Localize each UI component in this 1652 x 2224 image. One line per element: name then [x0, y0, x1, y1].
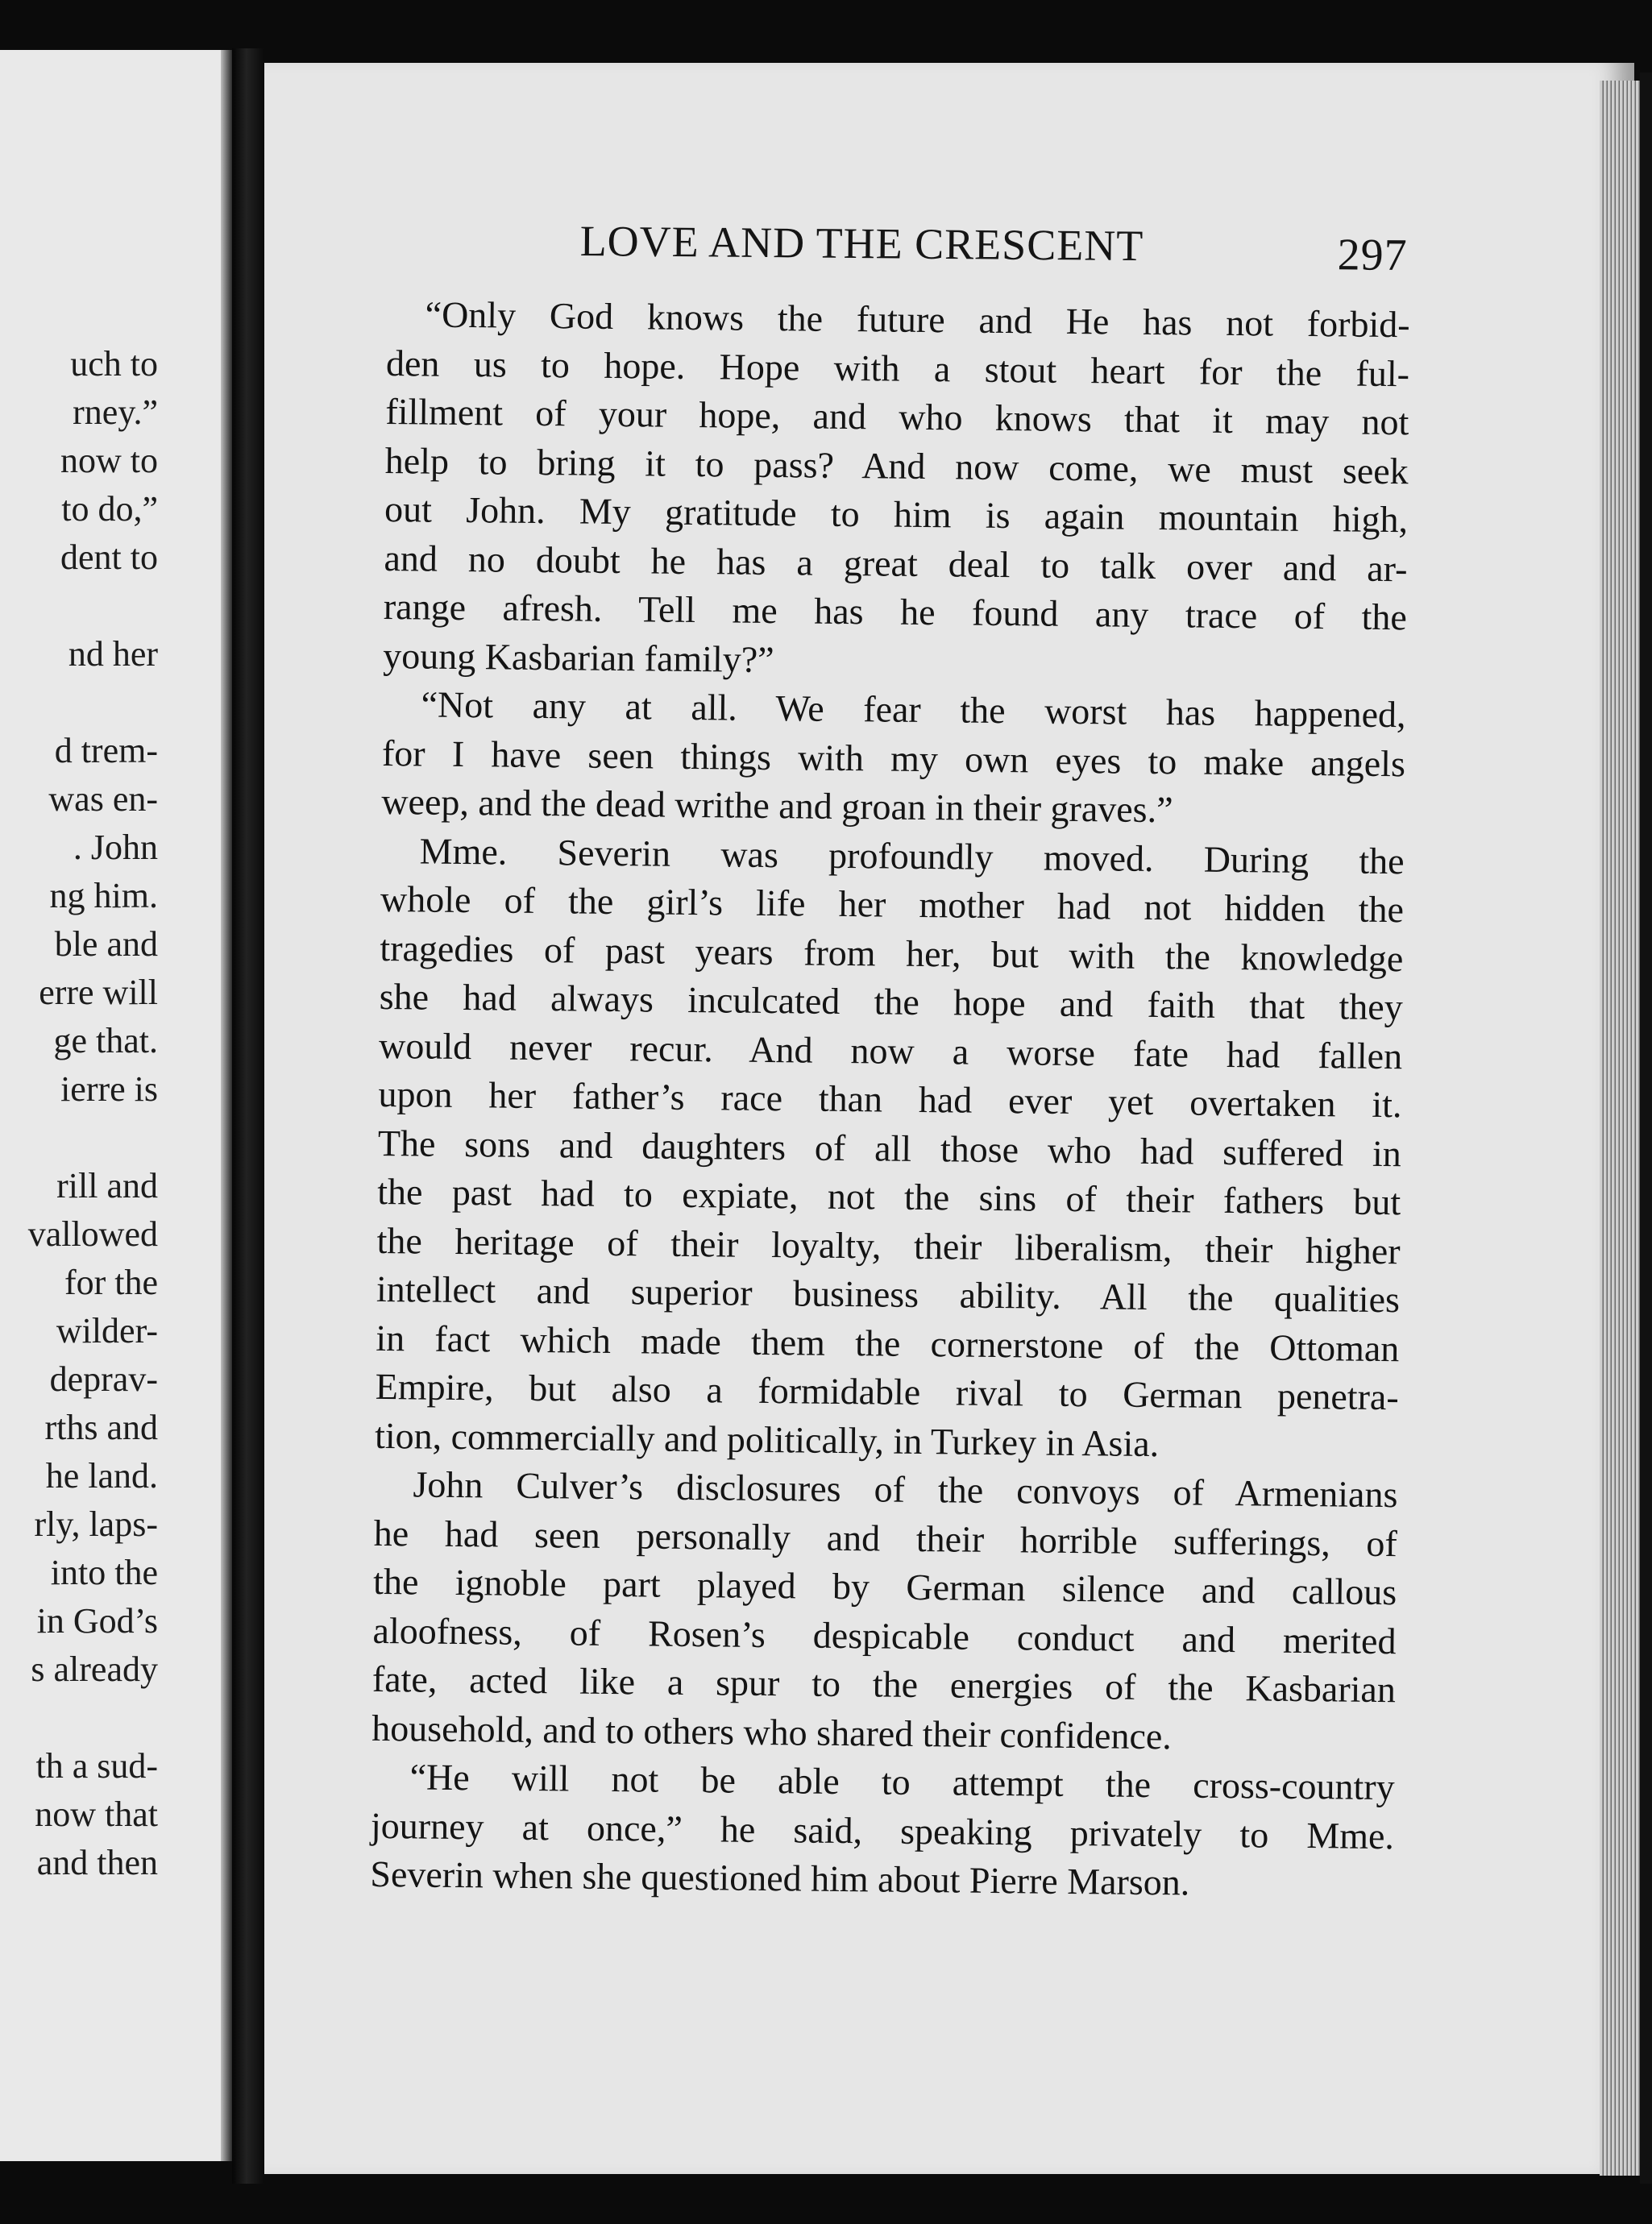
left-page-line: ng him. — [49, 876, 158, 915]
text-line: den us to hope. Hope with a stout heart for the ful- — [385, 342, 1410, 394]
text-line: whole of the girl’s life her mother had not hidden the — [380, 878, 1405, 931]
text-line: aloofness, of Rosen’s despicable conduct and merited — [372, 1609, 1397, 1662]
text-line: and no doubt he has a great deal to talk over and ar- — [384, 537, 1408, 589]
left-page-line: vallowed — [27, 1214, 158, 1254]
left-page-line: deprav- — [49, 1359, 158, 1399]
book-gutter — [232, 48, 264, 2184]
text-line: journey at once,” he said, speaking privately to Mme. — [370, 1804, 1395, 1857]
text-line: help to bring it to pass? And now come, we must seek — [384, 439, 1409, 492]
text-line: she had always inculcated the hope and faith that they — [379, 975, 1404, 1028]
text-line: fate, acted like a spur to the energies of the Kasbarian — [371, 1658, 1397, 1711]
left-page-line: now that — [35, 1795, 158, 1834]
page-body-text — [370, 290, 1410, 1910]
text-line: range afresh. Tell me has he found any trace of the — [383, 585, 1408, 638]
text-line: upon her father’s race than had ever yet overtaken it. — [378, 1073, 1402, 1126]
left-page-line: in God’s — [36, 1601, 158, 1641]
text-line: The sons and daughters of all those who had suffered in — [377, 1122, 1402, 1174]
left-page-line: into the — [50, 1553, 158, 1592]
paragraph — [375, 826, 1405, 1471]
text-line: in fact which made them the cornerstone of the Ottoman — [376, 1317, 1400, 1369]
left-page-line: nd her — [68, 634, 158, 674]
left-page-shadow — [221, 50, 232, 2161]
text-line: for I have seen things with my own eyes to make angels — [381, 732, 1406, 784]
left-page-line: dent to — [60, 537, 158, 577]
page-edges — [1600, 81, 1640, 2176]
text-line: Severin when she questioned him about Pierre Marson. — [370, 1853, 1190, 1903]
text-line: weep, and the dead writhe and groan in their graves.” — [381, 780, 1173, 831]
left-page-line: uch to — [70, 344, 158, 384]
text-line: Empire, but also a formidable rival to German penetra- — [375, 1365, 1399, 1418]
text-line: tragedies of past years from her, but with the knowledge — [380, 927, 1404, 979]
left-page-line: d trem- — [54, 731, 158, 770]
text-line: fillment of your hope, and who knows that it may not — [385, 390, 1409, 443]
paragraph — [381, 680, 1406, 837]
text-line: young Kasbarian family?” — [382, 634, 774, 680]
left-page-line: and then — [36, 1843, 158, 1882]
left-page-line: wilder- — [56, 1311, 158, 1351]
text-line: intellect and superior business ability. All the qualities — [376, 1268, 1401, 1321]
left-page-line: rths and — [44, 1408, 158, 1447]
left-page-line: th a sud- — [35, 1746, 158, 1786]
left-page-line: he land. — [45, 1456, 158, 1496]
left-page-line: . John — [73, 828, 158, 867]
paragraph — [383, 290, 1410, 691]
left-page-line: ierre is — [60, 1069, 158, 1109]
text-line: tion, commercially and politically, in Turkey in Asia. — [374, 1414, 1160, 1464]
text-line: “He will not be able to attempt the cross-country — [409, 1756, 1395, 1808]
text-line: the heritage of their loyalty, their liberalism, their higher — [376, 1219, 1401, 1272]
text-line: “Not any at all. We fear the worst has happened, — [421, 683, 1406, 736]
text-line: Mme. Severin was profoundly moved. During the — [419, 829, 1405, 882]
left-page — [0, 50, 232, 2161]
page-edge-shadow — [1640, 73, 1652, 2184]
text-line: “Only God knows the future and He has not forbid- — [425, 293, 1410, 346]
text-line: out John. My gratitude to him is again mountain high, — [384, 488, 1409, 541]
text-line: John Culver’s disclosures of the convoys of Armenians — [413, 1463, 1398, 1516]
left-page-line: erre will — [39, 973, 158, 1012]
text-line: the past had to expiate, not the sins of their fathers but — [377, 1170, 1401, 1223]
left-page-line: s already — [31, 1649, 158, 1689]
text-line: household, and to others who shared their confidence. — [371, 1707, 1173, 1757]
left-page-line: rney.” — [73, 392, 158, 432]
text-line: the ignoble part played by German silence and callous — [372, 1560, 1397, 1613]
left-page-line: to do,” — [61, 489, 158, 529]
book-title: LOVE AND THE CRESCENT — [579, 216, 1144, 271]
text-line: would never recur. And now a worse fate had fallen — [378, 1024, 1403, 1077]
left-page-line: now to — [60, 441, 158, 480]
left-page-line: for the — [64, 1263, 158, 1302]
left-page-line: ge that. — [53, 1021, 158, 1060]
left-page-line: ble and — [54, 924, 158, 964]
left-page-line: was en- — [48, 779, 158, 819]
page-number: 297 — [1337, 230, 1408, 280]
text-line: he had seen personally and their horrible sufferings, of — [373, 1512, 1398, 1564]
left-page-line: rill and — [56, 1166, 158, 1205]
left-page-line: rly, laps- — [34, 1504, 158, 1544]
paragraph — [370, 1753, 1395, 1910]
paragraph — [371, 1460, 1398, 1763]
